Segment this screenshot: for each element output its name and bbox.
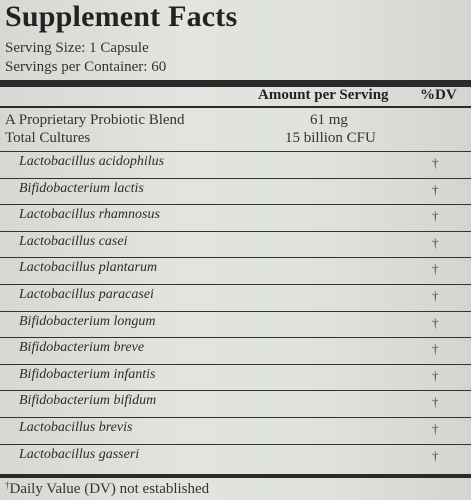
ingredient-row [0,311,471,334]
ingredient-name: Lactobacillus brevis [19,420,133,435]
ingredient-dv: † [432,394,439,410]
ingredient-name: Lactobacillus rhamnosus [19,207,160,223]
ingredient-row [0,178,471,201]
ingredient-dv: † [432,314,439,330]
total-cultures-label: Total Cultures [5,130,91,146]
ingredient-name: Bifidobacterium longum [19,313,156,329]
dv-header: %DV [420,87,457,103]
ingredient-dv: † [432,261,439,277]
ingredient-row [0,257,471,280]
footnote-text: Daily Value (DV) not established [9,481,210,497]
ingredient-row [0,231,471,254]
bottom-divider [0,474,471,478]
thick-divider [0,80,471,87]
panel-title: Supplement Facts [5,0,238,33]
ingredient-name: Lactobacillus plantarum [19,260,158,276]
serving-size: Serving Size: 1 Capsule [5,40,149,56]
ingredient-row [0,204,471,227]
ingredient-dv: † [432,421,439,436]
ingredient-dv: † [432,288,439,303]
ingredient-row [0,417,471,440]
ingredient-dv: † [432,208,439,224]
ingredient-name: Bifidobacterium infantis [19,366,156,382]
ingredient-row [0,390,471,413]
ingredient-dv: † [432,155,439,170]
amount-per-serving-header: Amount per Serving [258,87,389,103]
ingredient-name: Lactobacillus gasseri [19,446,140,462]
footnote [5,480,209,498]
total-cultures-amount: 15 billion CFU [285,130,376,146]
ingredient-name: Bifidobacterium lactis [19,180,144,196]
blend-name: A Proprietary Probiotic Blend [5,112,185,128]
ingredient-dv: † [432,447,439,463]
ingredient-dv: † [432,341,439,357]
blend-amount: 61 mg [310,112,348,128]
ingredient-row [0,337,471,360]
ingredient-dv: † [432,367,439,383]
ingredient-row [0,151,471,174]
ingredient-name: Lactobacillus paracasei [19,287,154,302]
servings-per-container: Servings per Container: 60 [5,59,167,75]
ingredient-row [0,284,471,307]
ingredient-name: Bifidobacterium breve [19,340,145,356]
ingredient-row [0,364,471,387]
ingredient-dv: † [432,234,439,250]
ingredient-name: Lactobacillus casei [19,233,128,249]
ingredient-name: Lactobacillus acidophilus [19,154,165,169]
ingredient-dv: † [432,181,439,197]
ingredient-name: Bifidobacterium bifidum [19,393,157,409]
ingredient-row [0,444,471,467]
header-divider [0,106,471,108]
footnote-marker: † [5,480,10,490]
